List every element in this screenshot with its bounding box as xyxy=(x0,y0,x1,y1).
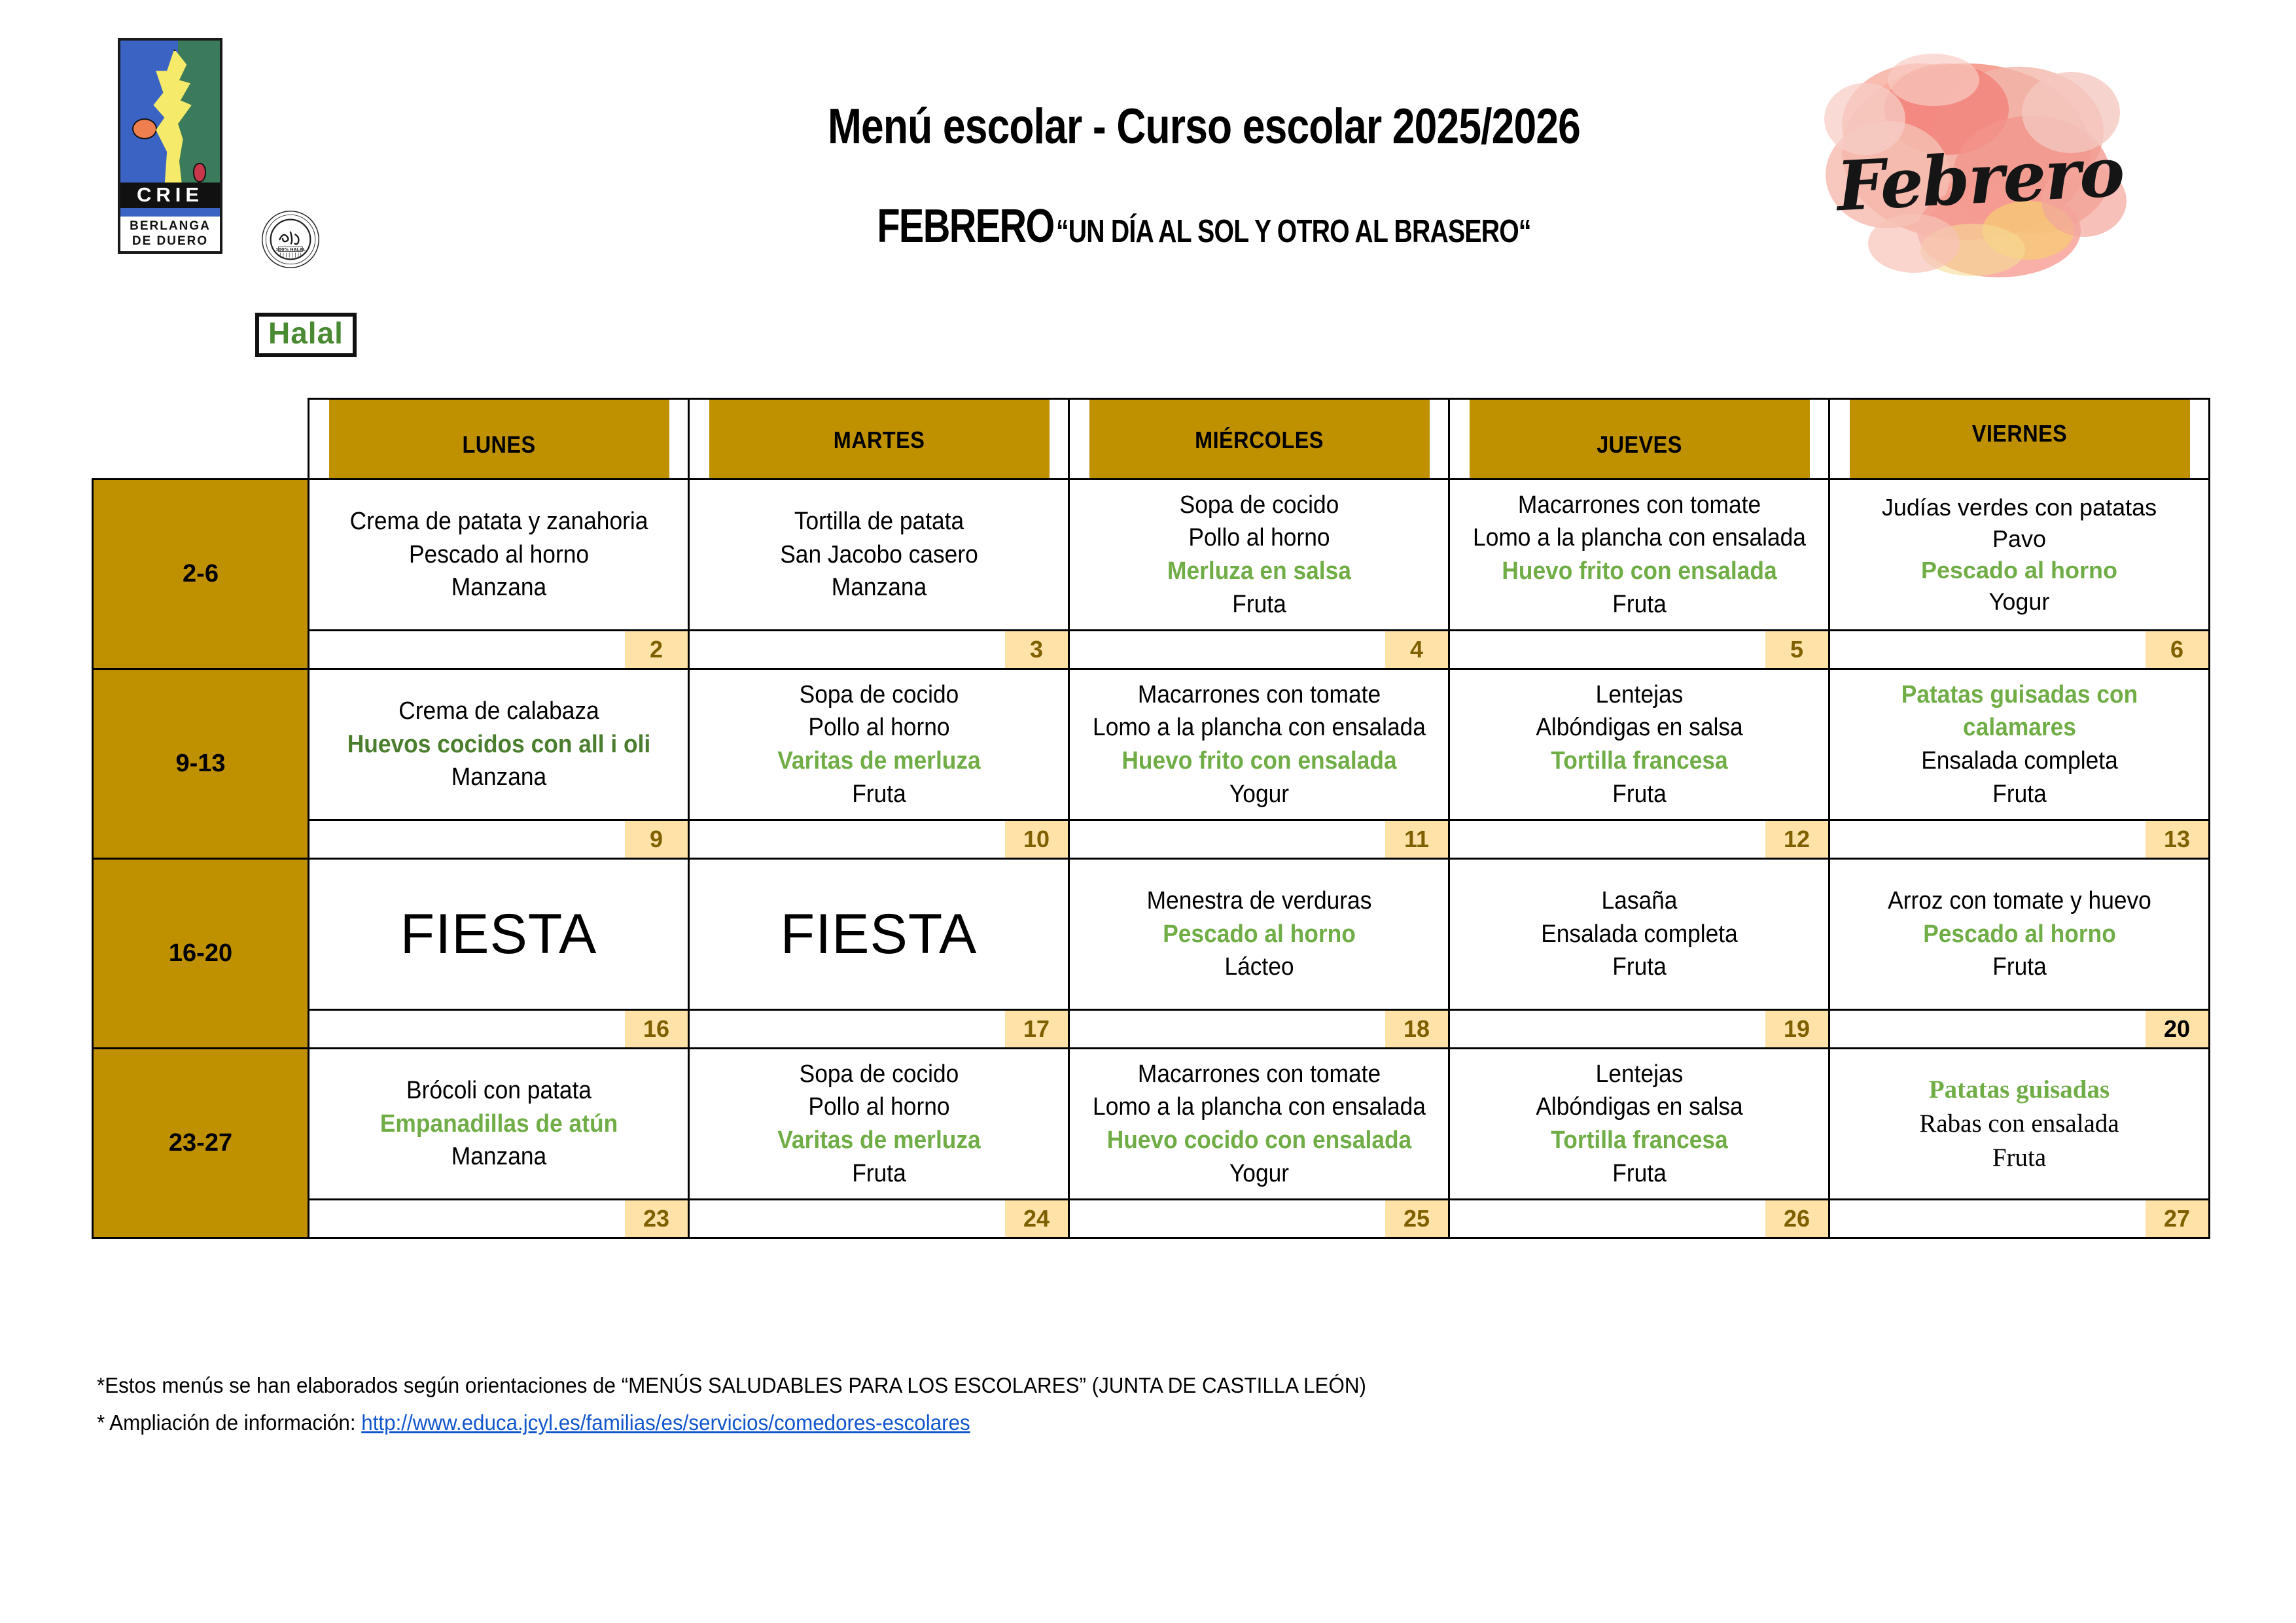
week-dates-row xyxy=(93,631,2210,669)
day-header-jueves: JUEVES xyxy=(1468,399,1810,480)
date-number-23: 23 xyxy=(625,1200,688,1237)
table-header-row xyxy=(93,399,2210,480)
menu-cell xyxy=(1843,859,2196,1010)
sun-icon xyxy=(132,118,157,139)
dish: Menestra de verduras xyxy=(1146,887,1371,915)
date-cell xyxy=(1069,631,1449,669)
header-corner-spacer xyxy=(93,399,309,480)
date-cell xyxy=(689,1200,1069,1238)
dish: Fruta xyxy=(1231,590,1286,618)
date-cell xyxy=(309,631,689,669)
dish: Fruta xyxy=(1612,780,1667,808)
date-cell xyxy=(1829,631,2210,669)
menu-cell xyxy=(702,1049,1055,1200)
dish: Manzana xyxy=(831,574,927,602)
date-cell xyxy=(309,820,689,859)
menu-cell xyxy=(1082,1049,1436,1200)
menu-cell xyxy=(1462,669,1816,820)
dish: Manzana xyxy=(451,763,546,792)
date-number-13: 13 xyxy=(2146,821,2208,858)
date-cell xyxy=(1449,820,1829,859)
dish: Fruta xyxy=(1612,953,1667,981)
date-number-27: 27 xyxy=(2146,1200,2208,1237)
date-cell xyxy=(309,1200,689,1238)
dish: Sopa de cocido xyxy=(799,680,959,708)
subtitle-quote: “UN DÍA AL SOL Y OTRO AL BRASERO“ xyxy=(1055,214,1531,249)
holiday-cell: FIESTA xyxy=(689,859,1069,1010)
document-header xyxy=(0,0,2296,366)
week-row xyxy=(93,859,2210,1010)
holiday-cell: FIESTA xyxy=(309,859,689,1010)
dish: Fruta xyxy=(1992,953,2047,981)
berry-icon xyxy=(193,163,206,183)
week-label-23-27: 23-27 xyxy=(93,1049,309,1238)
dish: Pollo al horno xyxy=(807,1093,950,1121)
dish: Sopa de cocido xyxy=(1179,491,1339,519)
date-cell xyxy=(1449,1200,1829,1238)
day-header-lunes: LUNES xyxy=(328,399,670,480)
menu-cell xyxy=(322,1049,675,1200)
dish: San Jacobo casero xyxy=(779,540,978,568)
logo-name: CRIE xyxy=(120,183,220,208)
halal-seal-icon xyxy=(260,209,321,270)
date-number-24: 24 xyxy=(1005,1200,1068,1237)
crie-logo-icon xyxy=(118,38,222,254)
menu-cell xyxy=(1462,1049,1816,1200)
dish: Pollo al horno xyxy=(1188,524,1330,552)
date-number-26: 26 xyxy=(1765,1200,1828,1237)
dish: Lasaña xyxy=(1601,887,1677,915)
dish-alternative: Patatas guisadas xyxy=(1928,1075,2110,1104)
menu-cell xyxy=(322,669,675,820)
footnote-link-prefix: * Ampliación de información: xyxy=(97,1410,362,1435)
date-cell xyxy=(1829,820,2210,859)
dish: Brócoli con patata xyxy=(406,1077,592,1105)
dish-alternative: Varitas de merluza xyxy=(777,1126,981,1154)
date-number-11: 11 xyxy=(1385,821,1448,858)
title-block xyxy=(589,98,1819,253)
svg-text:100% HALAL: 100% HALAL xyxy=(275,247,306,253)
dish: Lentejas xyxy=(1595,680,1683,708)
menu-cell xyxy=(702,669,1055,820)
date-number-19: 19 xyxy=(1765,1011,1828,1047)
dish: Fruta xyxy=(851,780,906,808)
date-number-6: 6 xyxy=(2146,631,2208,668)
dish: Crema de calabaza xyxy=(398,697,599,725)
dish: Lácteo xyxy=(1224,953,1294,981)
dish: Yogur xyxy=(1229,1159,1289,1187)
date-cell xyxy=(1449,1010,1829,1049)
date-number-25: 25 xyxy=(1385,1200,1448,1237)
dish: Manzana xyxy=(451,1143,546,1171)
dish: Sopa de cocido xyxy=(799,1060,959,1088)
menu-cell xyxy=(1829,1049,2210,1200)
dish: Fruta xyxy=(1992,1143,2047,1172)
menu-cell xyxy=(1843,669,2196,820)
day-header-martes: MARTES xyxy=(708,399,1050,480)
date-cell xyxy=(1069,1200,1449,1238)
dish: Rabas con ensalada xyxy=(1919,1109,2119,1138)
comedores-escolares-link[interactable]: http://www.educa.jcyl.es/familias/es/servicios/comedores-escolares xyxy=(361,1410,970,1435)
week-row xyxy=(93,669,2210,820)
date-cell xyxy=(689,820,1069,859)
dish: Albóndigas en salsa xyxy=(1535,1093,1743,1121)
date-number-5: 5 xyxy=(1765,631,1828,668)
date-number-12: 12 xyxy=(1765,821,1828,858)
dish-alternative: Huevos cocidos con all i oli xyxy=(347,730,650,758)
menu-cell xyxy=(702,480,1055,631)
dish: Fruta xyxy=(1612,590,1667,618)
dish: Yogur xyxy=(1988,587,2050,615)
date-number-2: 2 xyxy=(625,631,688,668)
month-watercolor-badge xyxy=(1803,34,2156,296)
menu-cell xyxy=(1082,669,1436,820)
dish: Macarrones con tomate xyxy=(1517,491,1761,519)
dish: Arroz con tomate y huevo xyxy=(1887,887,2151,915)
dish: Yogur xyxy=(1229,780,1289,808)
dish: Judías verdes con patatas xyxy=(1881,494,2157,521)
subtitle-row xyxy=(712,200,1696,253)
week-label-2-6: 2-6 xyxy=(93,480,309,669)
week-label-16-20: 16-20 xyxy=(93,859,309,1049)
dish: Lomo a la plancha con ensalada xyxy=(1472,524,1806,552)
dish: Fruta xyxy=(1992,780,2047,808)
footnote-line-2 xyxy=(97,1405,1366,1442)
dish-alternative: Huevo cocido con ensalada xyxy=(1106,1126,1411,1154)
dish: Lomo a la plancha con ensalada xyxy=(1092,714,1426,742)
dish-alternative: Huevo frito con ensalada xyxy=(1501,557,1777,585)
week-row xyxy=(93,480,2210,631)
week-dates-row xyxy=(93,1010,2210,1049)
week-label-9-13: 9-13 xyxy=(93,669,309,859)
menu-cell xyxy=(322,480,675,631)
dish: Ensalada completa xyxy=(1540,920,1738,948)
dish: Albóndigas en salsa xyxy=(1535,714,1743,742)
dish: Crema de patata y zanahoria xyxy=(349,508,648,536)
dish-alternative: Varitas de merluza xyxy=(777,747,981,775)
week-dates-row xyxy=(93,1200,2210,1238)
week-dates-row xyxy=(93,820,2210,859)
footnotes xyxy=(97,1367,1366,1442)
date-number-17: 17 xyxy=(1005,1011,1068,1047)
crie-logo-block xyxy=(118,38,229,254)
dish: Manzana xyxy=(451,574,546,602)
dish: Macarrones con tomate xyxy=(1137,1060,1381,1088)
footnote-line-1: *Estos menús se han elaborados según orientaciones de “MENÚS SALUDABLES PARA LOS ESCOLARES” (JUNTA DE CASTILLA LEÓN) xyxy=(97,1373,1366,1397)
menu-cell xyxy=(1462,859,1816,1010)
menu-cell xyxy=(1082,859,1436,1010)
menu-table xyxy=(92,398,2210,1239)
dish: Fruta xyxy=(851,1159,906,1187)
subtitle-month: FEBRERO xyxy=(877,200,1054,253)
dish: Fruta xyxy=(1612,1159,1667,1187)
dish-alternative: Empanadillas de atún xyxy=(380,1109,618,1138)
date-cell xyxy=(1829,1010,2210,1049)
date-number-18: 18 xyxy=(1385,1011,1448,1047)
dish-alternative: Tortilla francesa xyxy=(1550,1126,1728,1154)
dish: Macarrones con tomate xyxy=(1137,680,1381,708)
dish: Pescado al horno xyxy=(408,540,589,568)
dish: Lentejas xyxy=(1595,1060,1683,1088)
menu-cell xyxy=(1462,480,1816,631)
dish-alternative: Patatas guisadas con calamares xyxy=(1901,680,2138,742)
date-number-9: 9 xyxy=(625,821,688,858)
date-number-20: 20 xyxy=(2146,1011,2208,1047)
day-header-viernes: VIERNES xyxy=(1848,399,2191,480)
dish-alternative: Tortilla francesa xyxy=(1550,747,1728,775)
dish-alternative: Pescado al horno xyxy=(1162,920,1356,948)
halal-badge: Halal xyxy=(255,313,357,357)
dish: Ensalada completa xyxy=(1920,747,2118,775)
logo-subtitle-line1: BERLANGA xyxy=(130,218,211,233)
dish-alternative: Huevo frito con ensalada xyxy=(1121,747,1397,775)
date-cell xyxy=(309,1010,689,1049)
date-number-4: 4 xyxy=(1385,631,1448,668)
date-number-16: 16 xyxy=(625,1011,688,1047)
date-number-3: 3 xyxy=(1005,631,1068,668)
dish-alternative: Pescado al horno xyxy=(1920,557,2118,584)
dish-alternative: Merluza en salsa xyxy=(1167,557,1351,585)
dish: Pollo al horno xyxy=(807,714,950,742)
date-cell xyxy=(689,1010,1069,1049)
dish-alternative: Pescado al horno xyxy=(1922,920,2116,948)
date-number-10: 10 xyxy=(1005,821,1068,858)
page-title: Menú escolar - Curso escolar 2025/2026 xyxy=(827,99,1581,154)
menu-cell xyxy=(1082,480,1436,631)
date-cell xyxy=(1069,820,1449,859)
dish: Pavo xyxy=(1992,525,2047,553)
date-cell xyxy=(1069,1010,1449,1049)
dish: Lomo a la plancha con ensalada xyxy=(1092,1093,1426,1121)
date-cell xyxy=(689,631,1069,669)
day-header-mircoles: MIÉRCOLES xyxy=(1088,399,1430,480)
month-badge-label: Febrero xyxy=(1835,131,2126,226)
week-row xyxy=(93,1049,2210,1200)
menu-cell xyxy=(1829,480,2210,631)
date-cell xyxy=(1449,631,1829,669)
logo-subtitle xyxy=(120,217,220,251)
date-cell xyxy=(1829,1200,2210,1238)
dish: Tortilla de patata xyxy=(794,508,964,536)
logo-subtitle-line2: DE DUERO xyxy=(132,234,209,248)
